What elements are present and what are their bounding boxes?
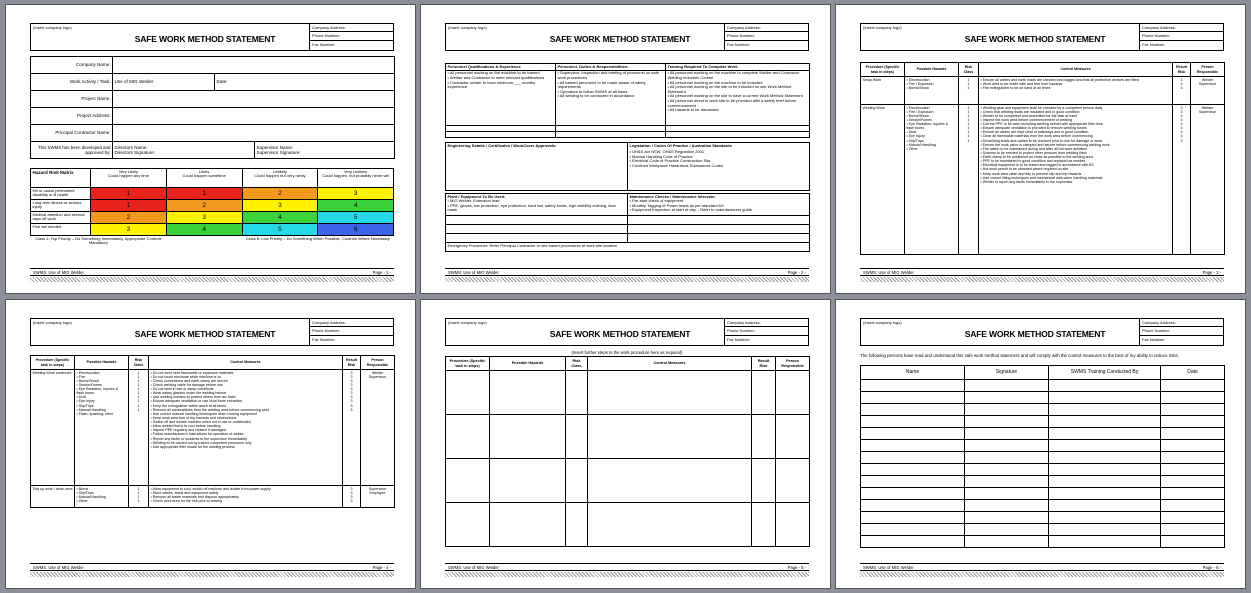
signoff-cell[interactable] xyxy=(861,476,965,488)
page-footer xyxy=(860,268,1224,276)
signoff-cell[interactable] xyxy=(1161,512,1225,524)
blank-cell xyxy=(666,131,810,137)
contact-block xyxy=(309,24,393,50)
engineering-table xyxy=(445,142,810,191)
maintenance-heading: Maintenance Checks / Maintenance Intervals: xyxy=(629,193,716,199)
blank-cell[interactable] xyxy=(776,503,810,547)
supervisor-cell xyxy=(255,142,395,159)
col-procedure: Procedure (Specific task in steps) xyxy=(446,357,490,371)
signoff-cell[interactable] xyxy=(965,500,1049,512)
company-logo: (Insert company logo) xyxy=(863,25,902,30)
signoff-cell[interactable] xyxy=(965,512,1049,524)
risk-cell: 1 xyxy=(91,200,167,212)
plant-cell xyxy=(446,194,628,216)
col-control-measures: Control Measures xyxy=(149,356,343,370)
directors-signature-label: Directors Signature: xyxy=(114,150,156,155)
company-address-label: Company Address: xyxy=(310,24,393,32)
signoff-cell[interactable] xyxy=(965,464,1049,476)
fax-label: Fax Number: xyxy=(727,336,751,342)
col-control-measures: Control Measures xyxy=(979,63,1173,77)
signoff-cell[interactable] xyxy=(1049,476,1161,488)
footer-hatch xyxy=(445,277,809,282)
company-logo: (Insert company logo) xyxy=(448,25,487,30)
signoff-cell[interactable] xyxy=(861,512,965,524)
signoff-cell[interactable] xyxy=(861,380,965,392)
procedure-step: Welding Work continued xyxy=(31,370,75,486)
company-logo: (Insert company logo) xyxy=(863,320,902,325)
page-header xyxy=(860,318,1224,346)
signoff-cell[interactable] xyxy=(1161,416,1225,428)
matrix-col-very-likely: Very Likely Could happen any time xyxy=(91,169,167,188)
col-result-risk: Result Risk xyxy=(1173,63,1191,77)
col-responsible: Person Responsible xyxy=(776,357,810,371)
page-number: Page - 5 - xyxy=(787,564,806,570)
matrix-row-label: Long term illness or serious injury xyxy=(31,200,91,212)
page-number: Page - 6 - xyxy=(1202,564,1221,570)
blank-cell xyxy=(446,234,628,243)
acknowledgement-text: The following persons have read and understood this safe work method statement and will comply with the control measures to the best of my ability to reduce risks. xyxy=(860,353,1179,358)
matrix-header: Hazard Risk Matrix xyxy=(31,169,91,188)
signoff-cell[interactable] xyxy=(1161,452,1225,464)
supervisor-signature-label: Supervisor Signature: xyxy=(256,150,301,155)
page-header xyxy=(860,23,1224,51)
matrix-row-label: Kill or cause permanent disability or ill health xyxy=(31,188,91,200)
blank-cell xyxy=(446,131,556,137)
contact-block xyxy=(309,319,393,345)
risk-class-list: 1 1 1 1 1 1 1 1 1 1 xyxy=(129,370,149,486)
blank-cell[interactable] xyxy=(566,503,588,547)
signoff-cell[interactable] xyxy=(1049,536,1161,548)
risk-matrix xyxy=(30,168,394,250)
signoff-cell[interactable] xyxy=(1161,500,1225,512)
company-address-label: Company Address: xyxy=(725,24,808,32)
plant-heading: Plant / Equipment To Be Used: xyxy=(447,193,506,199)
control-measures-list: • Ensure all cables and earth leads are checked and tagged and that all protection devices are fitted • Work area to be made safe and free from hazards • Fire extinguisher to be on hand at all times xyxy=(979,77,1173,105)
responsible-person: Welder Supervisor xyxy=(361,370,395,486)
control-measures-list: • Allow equipment to cool, switch off machine and isolate from power supply • Store cables, leads and equipment safely • Remove all waste materials and dispose appropriately • Check work area for fire risk prior to leaving xyxy=(149,486,343,508)
duties-content: • Supervisor: Inspection and briefing of personnel on safe work procedures • All trained personnel to be made aware of safety requirements • Operators to follow SWMS at all times • All welding to be conducted in accordance xyxy=(556,70,666,125)
col-responsible: Person Responsible xyxy=(361,356,395,370)
signoff-cell[interactable] xyxy=(1049,512,1161,524)
page-number: Page - 2 - xyxy=(787,269,806,275)
blank-cell[interactable] xyxy=(446,459,490,503)
footer-doc-name: SWMS: Use of MIG Welder xyxy=(448,269,499,275)
control-measures-list: • Welding gear and equipment shall be checked by a competent person daily • Check that welding leads are insulated and in good condition • Welder to be competent and accredited for the task at hand • Inspect the work area before commencement of welding • Correct PPE to be worn including welding helmet with appropriate filter lens • Ensure adequate ventilation is provided to remove welding fumes • Ensure all cables are kept clear of walkways and in good condition • Clear all flammable materials from the work area before commencing • All welding leads and cables to be checked prior to use for damage or wear • Ensure the work piece is clamped and secure before commencing welding work • Fire watch to be maintained during and after all hot work activities • Screens to be erected to protect other persons from welding flash • Earth clamp to be positioned as close as possible to the welding area • PPE to be maintained in good condition and replaced as needed • Electrical equipment is to be tested and tagged in accordance with AS • Hot work permit to be obtained where required on site • Keep work area clean and tidy to prevent slip and trip hazards • Use correct lifting techniques and mechanical aids when handling materials • Welder to report any faults immediately to the supervisor xyxy=(979,105,1173,255)
signoff-cell[interactable] xyxy=(861,452,965,464)
col-date: Date xyxy=(1161,366,1225,380)
blank-cell xyxy=(628,216,810,225)
risk-cell: 1 xyxy=(91,188,167,200)
risk-cell: 4 xyxy=(166,224,242,236)
doc-title: SAFE WORK METHOD STATEMENT xyxy=(134,34,276,44)
page-footer xyxy=(445,563,809,571)
emergency-procedure: Emergency Procedure: Refer Principal Contractor or site based procedures at work site location xyxy=(446,243,810,252)
page-number: Page - 4 - xyxy=(372,564,391,570)
control-measures-list: • Do not weld near flammable or explosive materials • Do not touch electrode while machine is on • Check connections and earth clamp are secure • Check welding cable for damage before use • Do not weld in wet or damp conditions • Wear safety glasses under the welding helmet • Use welding curtains to protect others from arc flash • Ensure adequate ventilation or use local fume extraction • Keep fire extinguisher within reach at all times • Remove all combustibles from the welding area before commencing work • Use correct manual handling techniques when moving equipment • Keep work area free of trip hazards and obstructions • Switch off and isolate machine when not in use or unattended • Allow welded items to cool before handling • Inspect PPE regularly and replace if damaged • Follow manufacturer's instructions for operation of welder • Report any faults or incidents to the supervisor immediately • Welding to be carried out by trained competent personnel only • Use appropriate filter shade for the welding process xyxy=(149,370,343,486)
blank-cell xyxy=(446,225,628,234)
page-number: Page - 1 - xyxy=(372,269,391,275)
signoff-cell[interactable] xyxy=(861,404,965,416)
company-address-label: Company Address: xyxy=(1140,24,1223,32)
signoff-cell[interactable] xyxy=(1049,416,1161,428)
directors-cell xyxy=(113,142,255,159)
footer-hatch xyxy=(30,277,394,282)
signoff-cell[interactable] xyxy=(1049,440,1161,452)
signoff-cell[interactable] xyxy=(1161,380,1225,392)
doc-title: SAFE WORK METHOD STATEMENT xyxy=(964,34,1106,44)
signoff-cell[interactable] xyxy=(861,416,965,428)
risk-class-list: 1 1 1 1 1 1 1 1 1 xyxy=(959,105,979,255)
phone-label: Phone Number: xyxy=(1140,32,1223,40)
footer-doc-name: SWMS: Use of MIG Welder xyxy=(33,269,84,275)
result-risk-list: 3 3 3 xyxy=(1173,77,1191,105)
phone-label: Phone Number: xyxy=(1140,327,1223,335)
fax-label: Fax Number: xyxy=(1142,41,1166,47)
blank-cell[interactable] xyxy=(588,371,752,415)
procedure-step: Welding Work xyxy=(861,105,905,255)
procedure-step: Tidy up work / clean area xyxy=(31,486,75,508)
date-label: Date: xyxy=(215,74,395,91)
page-3 xyxy=(835,4,1246,294)
matrix-col-unlikely: Unlikely Could happen but very rarely xyxy=(242,169,318,188)
signoff-cell[interactable] xyxy=(1161,440,1225,452)
risk-cell: 4 xyxy=(318,200,394,212)
page-1 xyxy=(5,4,416,294)
col-result-risk: Result Risk xyxy=(752,357,776,371)
signoff-cell[interactable] xyxy=(1161,488,1225,500)
page-4 xyxy=(5,299,416,589)
training-content: • All personnel working on the machine to complete Welder and Contractor Welding Induction Course • All personnel working on the machine to be inducted • All personnel working on the site to be inducted on site Work Method Statement • All personnel working on the site to have a current Work Method Statement • All personnel direct to work site to be provided with a safety brief before commencement • All hazards to be discussed xyxy=(666,70,810,125)
phone-label: Phone Number: xyxy=(310,327,393,335)
fax-label: Fax Number: xyxy=(1142,336,1166,342)
blank-cell[interactable] xyxy=(490,503,566,547)
blank-cell[interactable] xyxy=(446,371,490,415)
hazards-list: • Electrocution • Fire / Explosion • Burns/Shock xyxy=(905,77,959,105)
col-hazards: Possible Hazards xyxy=(905,63,959,77)
blank-cell[interactable] xyxy=(752,503,776,547)
signoff-cell[interactable] xyxy=(965,416,1049,428)
principal-contractor-field[interactable] xyxy=(113,125,395,142)
signoff-cell[interactable] xyxy=(1161,476,1225,488)
plant-table xyxy=(445,193,810,252)
project-address-field[interactable] xyxy=(113,108,395,125)
page-2 xyxy=(420,4,831,294)
signoff-cell[interactable] xyxy=(965,428,1049,440)
legislation-cell xyxy=(628,143,810,191)
signoff-cell[interactable] xyxy=(1049,524,1161,536)
blank-cell[interactable] xyxy=(752,415,776,459)
risk-cell: 5 xyxy=(242,224,318,236)
blank-cell[interactable] xyxy=(566,415,588,459)
col-responsible: Person Responsible xyxy=(1191,63,1225,77)
maintenance-cell xyxy=(628,194,810,216)
company-logo: (Insert company logo) xyxy=(33,25,72,30)
contact-block xyxy=(724,319,808,345)
risk-cell: 3 xyxy=(91,224,167,236)
signoff-cell[interactable] xyxy=(861,428,965,440)
company-name-field[interactable] xyxy=(113,57,395,74)
class-6-note: Class 6: Low Priority – Do Something When Possible, Controls Where Necessary xyxy=(245,235,390,241)
principal-contractor-label: Principal Contractor Name: xyxy=(31,125,113,142)
responsible-person: Welder Supervisor xyxy=(1191,105,1225,255)
doc-title: SAFE WORK METHOD STATEMENT xyxy=(549,329,691,339)
signoff-cell[interactable] xyxy=(861,500,965,512)
fax-label: Fax Number: xyxy=(727,41,751,47)
footer-doc-name: SWMS: Use of MIG Welder xyxy=(863,269,914,275)
phone-label: Phone Number: xyxy=(725,32,808,40)
class-1-note: Class 1: Top Priority – Do Something Immediately, Appropriate Controls Mandatory xyxy=(35,235,162,246)
developed-by-label: This SWMS has been developed and approved by: xyxy=(31,142,113,159)
signoff-cell[interactable] xyxy=(965,452,1049,464)
signoff-cell[interactable] xyxy=(861,392,965,404)
company-address-label: Company Address: xyxy=(1140,319,1223,327)
blank-cell xyxy=(628,225,810,234)
blank-cell[interactable] xyxy=(490,371,566,415)
hazards-list: • Electrocution • Fire • Burns/Shock • Smoke/Fumes • Eye Radiation, Injuries & flash burns • Dust • Eye Injury • Slip/Trips • Manual Handling • Flash, sparking, other xyxy=(75,370,129,486)
signoff-cell[interactable] xyxy=(861,536,965,548)
company-address-label: Company Address: xyxy=(725,319,808,327)
page-footer xyxy=(860,563,1224,571)
procedure-step: Setup Work xyxy=(861,77,905,105)
risk-cell: 3 xyxy=(242,200,318,212)
matrix-row-label: Medical attention and several days off work xyxy=(31,212,91,224)
signoff-cell[interactable] xyxy=(965,536,1049,548)
phone-label: Phone Number: xyxy=(310,32,393,40)
page-header xyxy=(445,23,809,51)
blank-cell[interactable] xyxy=(566,459,588,503)
project-details-table xyxy=(30,56,395,159)
doc-title: SAFE WORK METHOD STATEMENT xyxy=(549,34,691,44)
maintenance-list: • Pre-start check of equipment • Monthly Tagging of Power leads as per standard AS • Equipment Inspection at start of day – Refer to manufacturers guide xyxy=(629,198,753,213)
risk-cell: 4 xyxy=(242,212,318,224)
qualifications-heading: Personnel Qualifications & Experience xyxy=(446,64,556,71)
insert-steps-note: (Insert further steps to the work procedure here as required) xyxy=(571,350,683,355)
page-header xyxy=(30,318,394,346)
signoff-cell[interactable] xyxy=(1049,404,1161,416)
responsible-person: Welder Supervisor xyxy=(1191,77,1225,105)
col-risk-class: Risk Class xyxy=(566,357,588,371)
blank-cell xyxy=(556,131,666,137)
signoff-cell[interactable] xyxy=(1049,428,1161,440)
signoff-cell[interactable] xyxy=(1049,392,1161,404)
legislation-heading: Legislation / Codes Of Practice / Australian Standards xyxy=(629,142,732,148)
procedure-table xyxy=(445,356,810,547)
work-activity-value[interactable]: Use of MIG Welder xyxy=(113,74,215,91)
result-risk-list: 3 3 3 3 3 3 3 3 3 3 xyxy=(343,370,361,486)
col-signature: Signature xyxy=(965,366,1049,380)
blank-cell[interactable] xyxy=(566,371,588,415)
blank-cell[interactable] xyxy=(752,459,776,503)
signoff-cell[interactable] xyxy=(1049,464,1161,476)
risk-cell: 6 xyxy=(318,224,394,236)
col-hazards: Possible Hazards xyxy=(75,356,129,370)
signoff-cell[interactable] xyxy=(965,440,1049,452)
project-name-field[interactable] xyxy=(113,91,395,108)
page-footer xyxy=(30,563,394,571)
supervisor-name-label: Supervisor Name: xyxy=(256,144,294,150)
footer-doc-name: SWMS: Use of MIG Welder xyxy=(863,564,914,570)
blank-cell[interactable] xyxy=(588,415,752,459)
page-footer xyxy=(30,268,394,276)
signoff-cell[interactable] xyxy=(1161,404,1225,416)
risk-cell: 2 xyxy=(242,188,318,200)
blank-cell[interactable] xyxy=(752,371,776,415)
page-5 xyxy=(420,299,831,589)
risk-cell: 3 xyxy=(318,188,394,200)
blank-cell[interactable] xyxy=(446,503,490,547)
signoff-cell[interactable] xyxy=(861,464,965,476)
page-footer xyxy=(445,268,809,276)
signoff-cell[interactable] xyxy=(1049,452,1161,464)
col-control-measures: Control Measures xyxy=(588,357,752,371)
page-number: Page - 3 - xyxy=(1202,269,1221,275)
risk-class-list: 1 1 1 xyxy=(959,77,979,105)
page-header xyxy=(445,318,809,346)
signoff-cell[interactable] xyxy=(1049,500,1161,512)
company-logo: (Insert company logo) xyxy=(33,320,72,325)
col-result-risk: Result Risk xyxy=(343,356,361,370)
signoff-cell[interactable] xyxy=(1161,536,1225,548)
signoff-cell[interactable] xyxy=(965,404,1049,416)
fax-label: Fax Number: xyxy=(312,41,336,47)
plant-list: • MIG Welder, Extension lead • PPE, gloves, ear protection, eye protection, hard hat, safety boots, high visibility clothing, face mask xyxy=(447,198,616,213)
col-hazards: Possible Hazards xyxy=(490,357,566,371)
project-address-label: Project Address: xyxy=(31,108,113,125)
signoff-cell[interactable] xyxy=(1049,488,1161,500)
signoff-cell[interactable] xyxy=(965,476,1049,488)
matrix-col-very-unlikely: Very Unlikely Could happen, but probably never will xyxy=(318,169,394,188)
hazards-list: • Burns • Slip/Trips • Manual Handling • Other xyxy=(75,486,129,508)
directors-name-label: Directors Name: xyxy=(114,144,148,150)
blank-cell[interactable] xyxy=(588,459,752,503)
signoff-cell[interactable] xyxy=(861,488,965,500)
signoff-cell[interactable] xyxy=(1161,524,1225,536)
footer-hatch xyxy=(860,572,1224,577)
risk-cell: 2 xyxy=(166,200,242,212)
signoff-cell[interactable] xyxy=(861,440,965,452)
col-procedure: Procedure (Specific task in steps) xyxy=(861,63,905,77)
col-risk-class: Risk Class xyxy=(129,356,149,370)
contact-block xyxy=(1139,319,1223,345)
contact-block xyxy=(1139,24,1223,50)
risk-cell: 1 xyxy=(166,188,242,200)
procedure-table xyxy=(30,355,395,508)
procedure-table xyxy=(860,62,1225,255)
col-procedure: Procedure (Specific task in steps) xyxy=(31,356,75,370)
risk-cell: 5 xyxy=(318,212,394,224)
blank-cell[interactable] xyxy=(776,459,810,503)
duties-heading: Personnel, Duties & Responsibilities: xyxy=(556,64,666,71)
blank-cell xyxy=(446,216,628,225)
footer-doc-name: SWMS: Use of MIG Welder xyxy=(33,564,84,570)
signoff-cell[interactable] xyxy=(965,392,1049,404)
training-heading: Training Required To Complete Work xyxy=(666,64,810,71)
footer-doc-name: SWMS: Use of MIG Welder xyxy=(448,564,499,570)
engineering-heading: Engineering Details / Certificates / WorkCover Approvals: xyxy=(446,143,628,191)
signoff-cell[interactable] xyxy=(1049,380,1161,392)
signoff-cell[interactable] xyxy=(965,380,1049,392)
company-logo: (Insert company logo) xyxy=(448,320,487,325)
footer-hatch xyxy=(445,572,809,577)
blank-cell[interactable] xyxy=(490,415,566,459)
blank-cell[interactable] xyxy=(446,415,490,459)
signoff-cell[interactable] xyxy=(861,524,965,536)
work-activity-label: Work Activity / Task: xyxy=(31,74,113,91)
blank-cell[interactable] xyxy=(776,415,810,459)
qualifications-content: • All personnel working on the machine to be trained • Welder and Contractor to meet relevant qualifications • Contractor welder to have minimum ___ months experience xyxy=(446,70,556,125)
risk-cell: 2 xyxy=(91,212,167,224)
project-name-label: Project Name: xyxy=(31,91,113,108)
blank-cell xyxy=(628,234,810,243)
hazards-list: • Electrocution • Fire / Explosion • Burns/Shock • Smoke/Fumes • Eye Radiation, Injuries & flash burns • Dust • Eye Injury • Slip/Trips • Manual Handling • Other xyxy=(905,105,959,255)
col-name: Name xyxy=(861,366,965,380)
responsible-person: Supervisor Employee xyxy=(361,486,395,508)
signoff-cell[interactable] xyxy=(965,488,1049,500)
signoff-cell[interactable] xyxy=(1161,428,1225,440)
result-risk-list: 3 3 3 3 xyxy=(343,486,361,508)
signoff-cell[interactable] xyxy=(965,524,1049,536)
page-6 xyxy=(835,299,1246,589)
legislation-list: • OH&S Act NSW, OH&S Regulation 2001 • Manual Handling Code of Practice • Electrical Code of Practice Construction Site • Confined Workplace Hazardous Substances Codes xyxy=(629,149,724,168)
blank-cell[interactable] xyxy=(588,503,752,547)
matrix-col-likely: Likely Could happen sometime xyxy=(166,169,242,188)
signoff-cell[interactable] xyxy=(1161,392,1225,404)
page-header xyxy=(30,23,394,51)
blank-cell[interactable] xyxy=(490,459,566,503)
blank-cell[interactable] xyxy=(776,371,810,415)
fax-label: Fax Number: xyxy=(312,336,336,342)
risk-cell: 3 xyxy=(166,212,242,224)
signoff-table xyxy=(860,365,1225,548)
footer-hatch xyxy=(30,572,394,577)
company-name-label: Company Name: xyxy=(31,57,113,74)
company-address-label: Company Address: xyxy=(310,319,393,327)
footer-hatch xyxy=(860,277,1224,282)
col-risk-class: Risk Class xyxy=(959,63,979,77)
doc-title: SAFE WORK METHOD STATEMENT xyxy=(964,329,1106,339)
col-training: SWMS Training Conducted By xyxy=(1049,366,1161,380)
contact-block xyxy=(724,24,808,50)
result-risk-list: 3 3 3 3 3 3 3 3 3 xyxy=(1173,105,1191,255)
doc-title: SAFE WORK METHOD STATEMENT xyxy=(134,329,276,339)
matrix-row-label: First aid needed xyxy=(31,224,91,236)
personnel-table xyxy=(445,63,810,138)
phone-label: Phone Number: xyxy=(725,327,808,335)
risk-class-list: 1 1 1 1 xyxy=(129,486,149,508)
signoff-cell[interactable] xyxy=(1161,464,1225,476)
